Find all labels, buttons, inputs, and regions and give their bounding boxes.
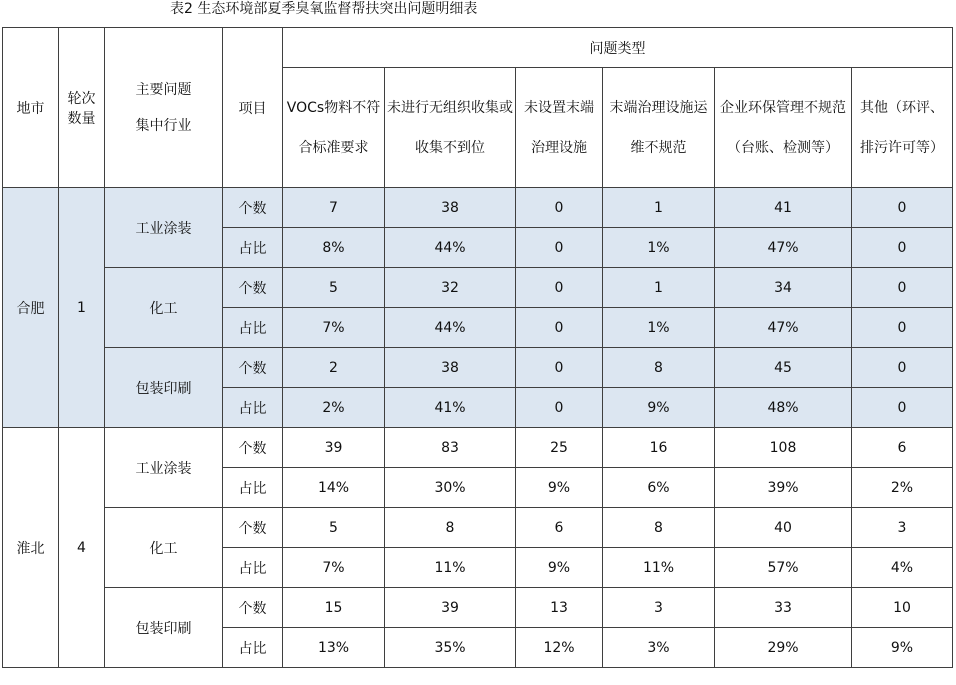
value-cell: 11% — [385, 548, 516, 588]
header-type-2: 未进行无组织收集或收集不到位 — [385, 68, 516, 188]
value-cell: 0 — [516, 348, 603, 388]
value-cell: 2 — [283, 348, 385, 388]
value-cell: 38 — [385, 348, 516, 388]
item-count-label: 个数 — [223, 508, 283, 548]
item-count-label: 个数 — [223, 348, 283, 388]
value-cell: 108 — [715, 428, 852, 468]
value-cell: 47% — [715, 228, 852, 268]
value-cell: 0 — [852, 348, 953, 388]
value-cell: 7 — [283, 188, 385, 228]
value-cell: 0 — [852, 228, 953, 268]
value-cell: 57% — [715, 548, 852, 588]
table-caption: 表2 生态环境部夏季臭氧监督帮扶突出问题明细表 — [170, 1, 478, 17]
value-cell: 29% — [715, 628, 852, 668]
value-cell: 0 — [516, 228, 603, 268]
value-cell: 0 — [852, 388, 953, 428]
industry-cell: 工业涂装 — [105, 188, 223, 268]
header-type-5: 企业环保管理不规范（台账、检测等） — [715, 68, 852, 188]
value-cell: 2% — [852, 468, 953, 508]
value-cell: 9% — [852, 628, 953, 668]
value-cell: 7% — [283, 548, 385, 588]
value-cell: 44% — [385, 228, 516, 268]
value-cell: 30% — [385, 468, 516, 508]
value-cell: 1 — [603, 268, 715, 308]
value-cell: 4% — [852, 548, 953, 588]
value-cell: 8% — [283, 228, 385, 268]
value-cell: 9% — [516, 548, 603, 588]
item-ratio-label: 占比 — [223, 628, 283, 668]
table-row — [3, 188, 953, 228]
value-cell: 3 — [852, 508, 953, 548]
value-cell: 47% — [715, 308, 852, 348]
value-cell: 11% — [603, 548, 715, 588]
item-ratio-label: 占比 — [223, 228, 283, 268]
header-city: 地市 — [3, 28, 59, 188]
header-type-6: 其他（环评、排污许可等） — [852, 68, 953, 188]
value-cell: 13% — [283, 628, 385, 668]
city-cell: 淮北 — [3, 428, 59, 668]
value-cell: 6% — [603, 468, 715, 508]
item-ratio-label: 占比 — [223, 468, 283, 508]
value-cell: 38 — [385, 188, 516, 228]
value-cell: 16 — [603, 428, 715, 468]
value-cell: 3% — [603, 628, 715, 668]
header-item: 项目 — [223, 28, 283, 188]
industry-cell: 包装印刷 — [105, 588, 223, 668]
value-cell: 9% — [603, 388, 715, 428]
value-cell: 34 — [715, 268, 852, 308]
item-ratio-label: 占比 — [223, 308, 283, 348]
table-row — [3, 268, 953, 308]
value-cell: 8 — [385, 508, 516, 548]
value-cell: 32 — [385, 268, 516, 308]
header-type-4: 末端治理设施运维不规范 — [603, 68, 715, 188]
value-cell: 5 — [283, 268, 385, 308]
table-row — [3, 348, 953, 388]
value-cell: 9% — [516, 468, 603, 508]
header-problem-type: 问题类型 — [283, 28, 953, 68]
header-industry: 主要问题集中行业 — [105, 28, 223, 188]
table-row — [3, 428, 953, 468]
value-cell: 40 — [715, 508, 852, 548]
value-cell: 44% — [385, 308, 516, 348]
value-cell: 41 — [715, 188, 852, 228]
value-cell: 0 — [516, 308, 603, 348]
value-cell: 45 — [715, 348, 852, 388]
value-cell: 2% — [283, 388, 385, 428]
value-cell: 8 — [603, 508, 715, 548]
city-cell: 合肥 — [3, 188, 59, 428]
value-cell: 5 — [283, 508, 385, 548]
item-count-label: 个数 — [223, 428, 283, 468]
value-cell: 1% — [603, 308, 715, 348]
value-cell: 6 — [516, 508, 603, 548]
value-cell: 0 — [516, 388, 603, 428]
value-cell: 35% — [385, 628, 516, 668]
value-cell: 8 — [603, 348, 715, 388]
value-cell: 6 — [852, 428, 953, 468]
value-cell: 48% — [715, 388, 852, 428]
value-cell: 41% — [385, 388, 516, 428]
header-type-3: 未设置末端治理设施 — [516, 68, 603, 188]
value-cell: 0 — [852, 188, 953, 228]
table-row — [3, 588, 953, 628]
item-ratio-label: 占比 — [223, 388, 283, 428]
problem-detail-table — [2, 27, 953, 668]
value-cell: 1% — [603, 228, 715, 268]
value-cell: 7% — [283, 308, 385, 348]
value-cell: 39% — [715, 468, 852, 508]
value-cell: 39 — [385, 588, 516, 628]
value-cell: 10 — [852, 588, 953, 628]
item-count-label: 个数 — [223, 268, 283, 308]
value-cell: 13 — [516, 588, 603, 628]
table-row — [3, 508, 953, 548]
value-cell: 15 — [283, 588, 385, 628]
value-cell: 14% — [283, 468, 385, 508]
rounds-cell: 1 — [59, 188, 105, 428]
item-ratio-label: 占比 — [223, 548, 283, 588]
header-row-1 — [3, 28, 953, 68]
item-count-label: 个数 — [223, 588, 283, 628]
value-cell: 0 — [852, 268, 953, 308]
header-rounds: 轮次数量 — [59, 28, 105, 188]
value-cell: 12% — [516, 628, 603, 668]
industry-cell: 工业涂装 — [105, 428, 223, 508]
item-count-label: 个数 — [223, 188, 283, 228]
industry-cell: 化工 — [105, 268, 223, 348]
value-cell: 3 — [603, 588, 715, 628]
rounds-cell: 4 — [59, 428, 105, 668]
industry-cell: 化工 — [105, 508, 223, 588]
value-cell: 39 — [283, 428, 385, 468]
value-cell: 83 — [385, 428, 516, 468]
value-cell: 25 — [516, 428, 603, 468]
value-cell: 0 — [516, 268, 603, 308]
value-cell: 0 — [852, 308, 953, 348]
industry-cell: 包装印刷 — [105, 348, 223, 428]
value-cell: 33 — [715, 588, 852, 628]
value-cell: 1 — [603, 188, 715, 228]
header-type-1: VOCs物料不符合标准要求 — [283, 68, 385, 188]
value-cell: 0 — [516, 188, 603, 228]
